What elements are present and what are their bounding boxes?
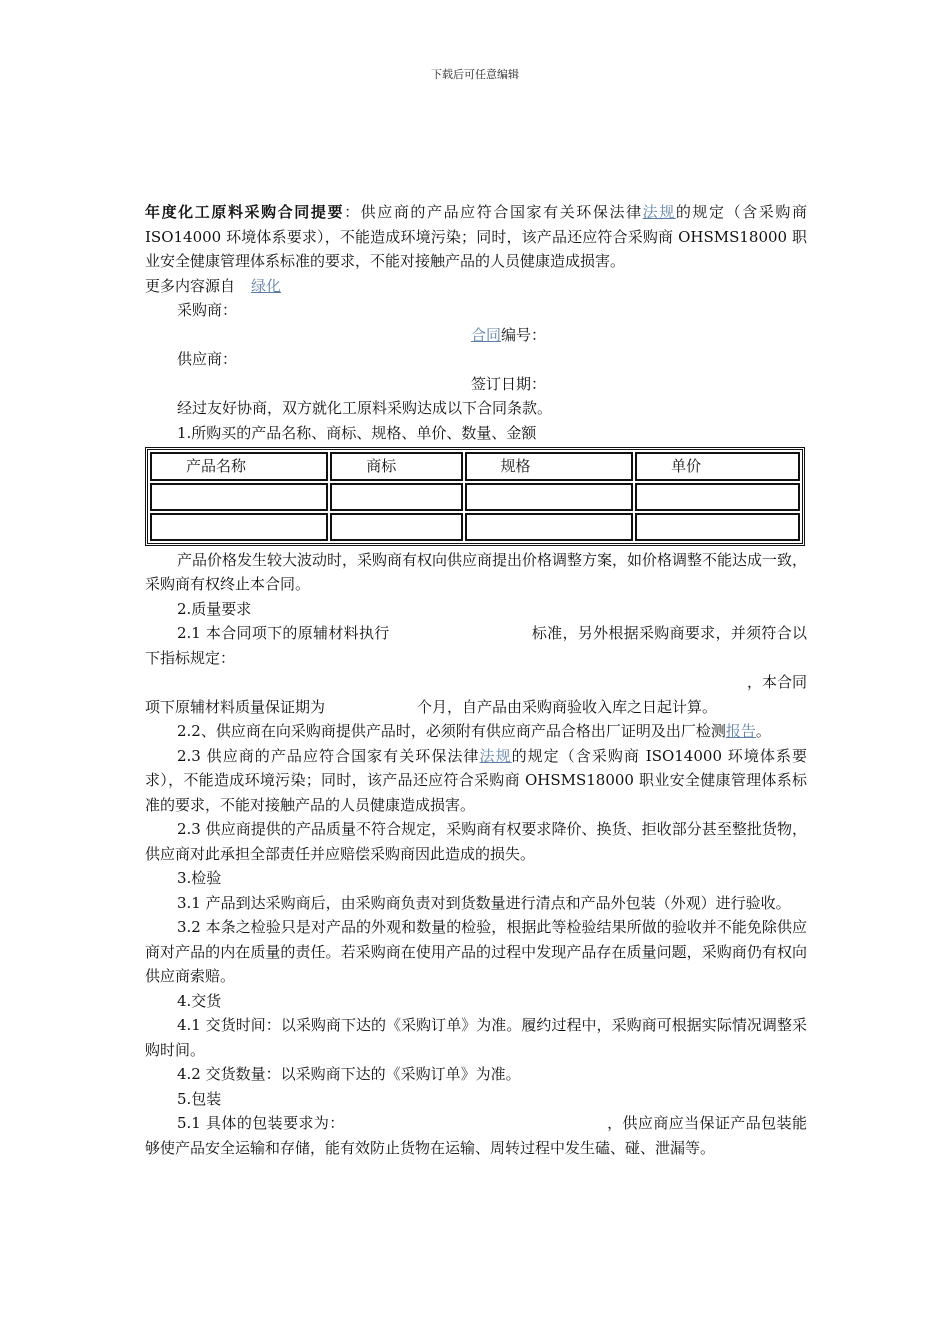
page-header-note: 下载后可任意编辑	[431, 68, 519, 81]
table-row	[150, 483, 800, 511]
buyer-line: 采购商：	[177, 301, 238, 319]
warranty-text-b: 个月，自产品由采购商验收入库之日起计算。	[417, 697, 718, 716]
clause-3-1: 3.1 产品到达采购商后，由采购商负责对到货数量进行清点和产品外包装（外观）进行验收。	[177, 893, 791, 912]
header-unit-price: 单价	[635, 452, 800, 481]
section-2-heading: 2.质量要求	[177, 599, 252, 618]
clause-2-1-continued: ，本合同	[746, 673, 807, 691]
contract-number-label: 编号：	[501, 325, 547, 344]
source-line	[145, 274, 807, 299]
intro-paragraph	[145, 200, 807, 274]
clause-2-3-text-a: 2.3 供应商的产品应符合国家有关环保法律	[177, 746, 480, 765]
table-cell	[465, 513, 634, 541]
clause-2-1-text-b: 标准，另外根据采购商要求，并须符合以下指标规定：	[145, 624, 807, 667]
clause-4-1: 4.1 交货时间：以采购商下达的《采购订单》为准。履约过程中，采购商可根据实际情况调整采购时间。	[145, 1016, 807, 1059]
clause-5-1-text-b: ，供应商应当保证产品包装能够使产品安全运输和存储，能有效防止货物在运输、周转过程中发生磕、碰、泄漏等。	[145, 1114, 807, 1157]
clause-2-3	[145, 744, 807, 818]
table-cell	[635, 483, 800, 511]
table-row	[150, 513, 800, 541]
clause-2-1-text-a: 2.1 本合同项下的原辅材料执行	[177, 624, 390, 642]
section-4-heading: 4.交货	[177, 991, 222, 1010]
intro-text-1: ：供应商的产品应符合国家有关环保法律	[344, 203, 643, 221]
sign-date-line: 签订日期：	[471, 374, 547, 393]
table-cell	[330, 483, 462, 511]
clause-3-2: 3.2 本条之检验只是对产品的外观和数量的检验，根据此等检验结果所做的验收并不能免除供应商对产品的内在质量的责任。若采购商在使用产品的过程中发现产品存在质量问题，采购商仍有权向供应商索赔。	[145, 918, 807, 985]
clause-2-1-warranty	[145, 695, 807, 720]
table-header-row	[150, 452, 800, 481]
clause-2-3-text-b: 的规定（含采购商 ISO14000 环境体系要求），不能造成环境污染；同时，该产品还应符合采购商 OHSMS18000 职业安全健康管理体系标准的要求，不能对接触产品的人员健康造成损害。	[145, 746, 807, 814]
product-table	[145, 447, 805, 546]
report-link[interactable]: 报告	[725, 722, 756, 740]
table-cell	[150, 513, 328, 541]
source-label: 更多内容源自	[145, 276, 236, 295]
table-cell	[465, 483, 634, 511]
section-5-heading: 5.包装	[177, 1089, 222, 1108]
greening-link[interactable]: 绿化	[251, 276, 282, 295]
header-specification: 规格	[465, 452, 634, 481]
contract-body	[145, 200, 807, 1160]
header-trademark: 商标	[330, 452, 462, 481]
clause-5-1	[145, 1111, 807, 1160]
section-3-heading: 3.检验	[177, 869, 222, 887]
clause-2-3-quality: 2.3 供应商提供的产品质量不符合规定，采购商有权要求降价、换货、拒收部分甚至整批货物，供应商对此承担全部责任并应赔偿采购商因此造成的损失。	[145, 820, 807, 863]
regulations-link[interactable]: 法规	[642, 203, 676, 221]
clause-2-2-text: 2.2、供应商在向采购商提供产品时，必须附有供应商产品合格出厂证明及出厂检测	[177, 722, 726, 740]
header-product-name: 产品名称	[150, 452, 328, 481]
preamble: 经过友好协商，双方就化工原料采购达成以下合同条款。	[177, 399, 553, 417]
contract-number-line	[145, 323, 807, 348]
table-cell	[635, 513, 800, 541]
contract-link[interactable]: 合同	[471, 325, 502, 344]
table-cell	[150, 483, 328, 511]
table-cell	[330, 513, 462, 541]
warranty-text-a: 项下原辅材料质量保证期为	[145, 697, 326, 716]
regulations-link-2[interactable]: 法规	[479, 746, 512, 765]
clause-2-2	[145, 719, 807, 744]
section-1-heading: 1.所购买的产品名称、商标、规格、单价、数量、金额	[177, 423, 537, 442]
price-adjustment-note: 产品价格发生较大波动时，采购商有权向供应商提出价格调整方案，如价格调整不能达成一致，采购商有权终止本合同。	[145, 550, 808, 593]
clause-5-1-text-a: 5.1 具体的包装要求为：	[177, 1114, 345, 1132]
clause-2-1	[145, 621, 807, 670]
clause-2-2-end: 。	[755, 722, 771, 740]
product-table-wrapper	[145, 447, 805, 546]
intro-text-2: 的规定（含采购商 ISO14000 环境体系要求），不能造成环境污染；同时，该产品还应符合采购商 OHSMS18000 职业安全健康管理体系标准的要求，不能对接触产品的人员健康造成损害。	[145, 203, 807, 270]
summary-title: 年度化工原料采购合同提要	[145, 203, 345, 221]
supplier-line: 供应商：	[177, 350, 238, 368]
clause-4-2: 4.2 交货数量：以采购商下达的《采购订单》为准。	[177, 1065, 521, 1083]
